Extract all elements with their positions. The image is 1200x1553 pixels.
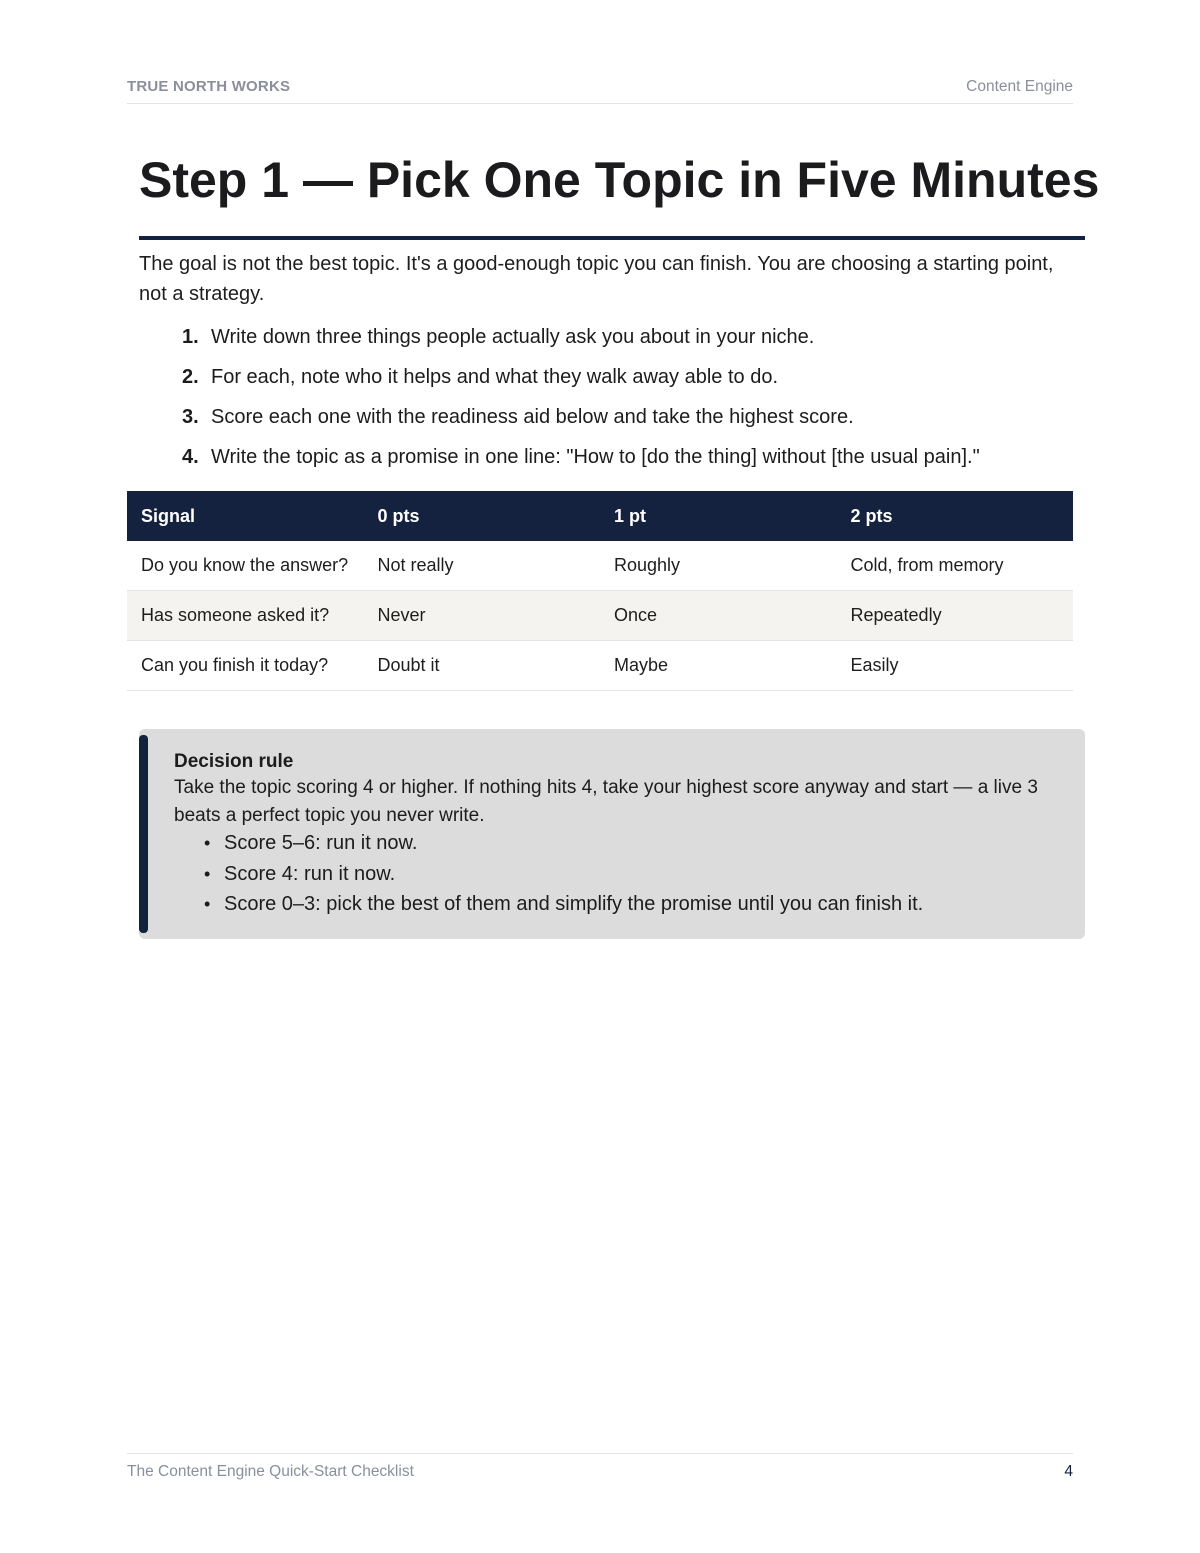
bullet-icon: • <box>204 833 211 853</box>
rule-text: Score 0–3: pick the best of them and simplify the promise until you can finish it. <box>224 893 924 915</box>
title-divider <box>139 236 1085 240</box>
table-row <box>127 641 1073 691</box>
step-text: For each, note who it helps and what they walk away able to do. <box>211 366 779 388</box>
decision-rule-callout <box>139 729 1085 939</box>
table-header-row <box>127 491 1073 541</box>
table-row <box>127 541 1073 591</box>
page-title: Step 1 — Pick One Topic in Five Minutes <box>139 152 1100 208</box>
step-item <box>139 322 1069 362</box>
readiness-table <box>127 491 1073 691</box>
table-cell: Roughly <box>600 541 837 591</box>
page-number: 4 <box>1064 1463 1073 1480</box>
section-label: Content Engine <box>966 78 1073 95</box>
table-cell: Easily <box>837 641 1074 691</box>
column-header: 2 pts <box>837 491 1074 541</box>
bullet-icon: • <box>204 894 211 914</box>
table-cell: Doubt it <box>364 641 601 691</box>
step-item <box>139 442 1069 482</box>
rule-text: Score 5–6: run it now. <box>224 832 418 854</box>
table-cell: Not really <box>364 541 601 591</box>
callout-title: Decision rule <box>174 751 294 772</box>
step-number: 3. <box>182 406 199 428</box>
column-header: 1 pt <box>600 491 837 541</box>
bullet-icon: • <box>204 863 211 884</box>
table-cell: Do you know the answer? <box>127 541 364 591</box>
step-text: Write the topic as a promise in one line: "How to [do the thing] without [the usual pain]." <box>211 446 980 468</box>
column-header: Signal <box>127 491 364 541</box>
running-header <box>127 76 1073 104</box>
step-text: Score each one with the readiness aid below and take the highest score. <box>211 406 854 428</box>
step-number: 1. <box>182 326 199 348</box>
table-cell: Has someone asked it? <box>127 591 364 641</box>
rule-text: Score 4: run it now. <box>224 862 396 885</box>
callout-body: Take the topic scoring 4 or higher. If nothing hits 4, take your highest score anyway and start — a live 3 beats a perfect topic you never write. <box>174 777 1038 826</box>
footer-document-title: The Content Engine Quick-Start Checklist <box>127 1463 414 1480</box>
running-footer <box>127 1453 1073 1484</box>
step-text: Write down three things people actually ask you about in your niche. <box>211 326 815 348</box>
table-cell: Once <box>600 591 837 641</box>
callout-accent-bar <box>139 735 148 933</box>
intro-paragraph: The goal is not the best topic. It's a good-enough topic you can finish. You are choosing a starting point, not a strategy. <box>139 253 1054 305</box>
table-cell: Repeatedly <box>837 591 1074 641</box>
table-cell: Maybe <box>600 641 837 691</box>
column-header: 0 pts <box>364 491 601 541</box>
table-cell: Can you finish it today? <box>127 641 364 691</box>
brand-name: TRUE NORTH WORKS <box>127 78 291 95</box>
table-cell: Cold, from memory <box>837 541 1074 591</box>
table-row <box>127 591 1073 641</box>
step-number: 2. <box>182 366 199 388</box>
table-cell: Never <box>364 591 601 641</box>
step-item <box>139 362 1069 402</box>
step-item <box>139 402 1069 442</box>
steps-list <box>139 322 1069 482</box>
step-number: 4. <box>182 446 199 468</box>
